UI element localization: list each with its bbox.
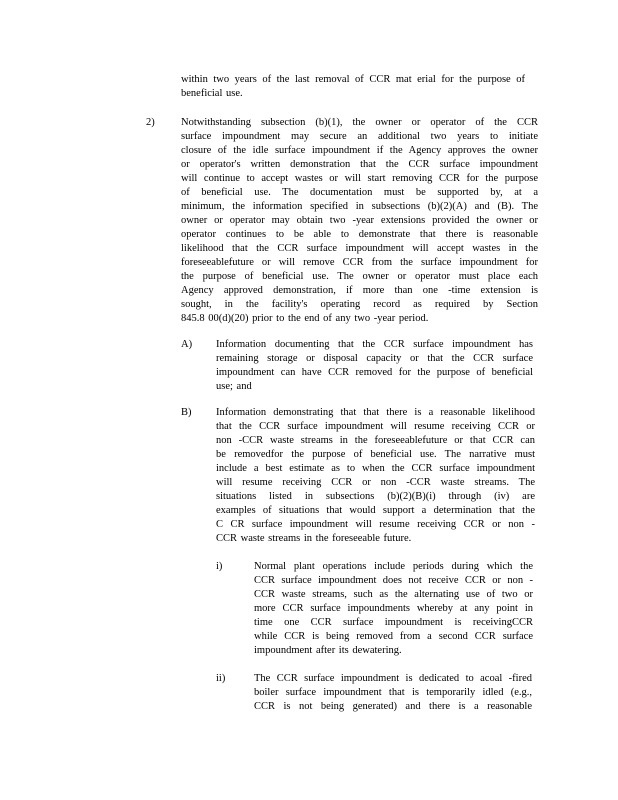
item2-line: or operator's written demonstration that the CCR surface impoundment: [181, 159, 538, 170]
item2-line: of beneficial use. The documentation must be supported by, at a: [181, 187, 538, 198]
intro-line: within two years of the last removal of CCR mat erial for the purpose of: [181, 74, 525, 85]
itemB-line: be removedfor the purpose of beneficial use. The narrative must: [216, 449, 535, 460]
itemB-line: include a best estimate as to when the CCR surface impoundment: [216, 463, 535, 474]
item2-line: owner or operator may obtain two -year extensions provided the owner or: [181, 215, 538, 226]
itemB-line: will resume receiving CCR or non -CCR waste streams. The: [216, 477, 535, 488]
intro-line: beneficial use.: [181, 88, 243, 99]
itemI-line: time one CCR surface impoundment is receivingCCR: [254, 617, 533, 628]
itemII-line: boiler surface impoundment that is temporarily idled (e.g.,: [254, 687, 532, 698]
itemA-line: impoundment can have CCR removed for the purpose of beneficial: [216, 367, 533, 378]
itemB-line: Information demonstrating that that there is a reasonable likelihood: [216, 407, 535, 418]
itemB-line: CCR waste streams in the foreseeable future.: [216, 533, 412, 544]
itemB-line: situations listed in subsections (b)(2)(B)(i) through (iv) are: [216, 491, 535, 502]
item2-line: will continue to accept wastes or will start removing CCR for the purpose: [181, 173, 538, 184]
item2-line: surface impoundment may secure an additional two years to initiate: [181, 131, 538, 142]
itemI-line: while CCR is being removed from a second CCR surface: [254, 631, 533, 642]
item2-line: likelihood that the CCR surface impoundment will accept wastes in the: [181, 243, 538, 254]
itemI-marker: i): [216, 561, 223, 572]
itemB-marker: B): [181, 407, 192, 418]
itemB-line: non -CCR waste streams in the foreseeablefuture or that CCR can: [216, 435, 535, 446]
itemI-line: CCR waste streams, such as the alternating use of two or: [254, 589, 533, 600]
itemI-line: more CCR surface impoundments whereby at any point in: [254, 603, 533, 614]
itemI-line: CCR surface impoundment does not receive CCR or non -: [254, 575, 533, 586]
item2-line: Agency approved demonstration, if more than one -time extension is: [181, 285, 538, 296]
item2-marker: 2): [146, 117, 155, 128]
itemII-line: The CCR surface impoundment is dedicated to acoal -fired: [254, 673, 532, 684]
itemII-marker: ii): [216, 673, 226, 684]
item2-line: the purpose of beneficial use. The owner or operator must place each: [181, 271, 538, 282]
itemB-line: C CR surface impoundment will resume receiving CCR or non -: [216, 519, 535, 530]
itemB-line: that the CCR surface impoundment will resume receiving CCR or: [216, 421, 535, 432]
itemI-line: impoundment after its dewatering.: [254, 645, 402, 656]
itemII-line: CCR is not being generated) and there is a reasonable: [254, 701, 532, 712]
itemA-line: remaining storage or disposal capacity or that the CCR surface: [216, 353, 533, 364]
item2-line: closure of the idle surface impoundment if the Agency approves the owner: [181, 145, 538, 156]
itemI-line: Normal plant operations include periods during which the: [254, 561, 533, 572]
item2-line: foreseeablefuture or will remove CCR from the surface impoundment for: [181, 257, 538, 268]
itemA-line: use; and: [216, 381, 252, 392]
item2-line: 845.8 00(d)(20) prior to the end of any two -year period.: [181, 313, 429, 324]
item2-line: operator continues to be able to demonstrate that there is reasonable: [181, 229, 538, 240]
itemA-line: Information documenting that the CCR surface impoundment has: [216, 339, 533, 350]
itemB-line: examples of situations that would support a determination that the: [216, 505, 535, 516]
item2-line: Notwithstanding subsection (b)(1), the owner or operator of the CCR: [181, 117, 538, 128]
itemA-marker: A): [181, 339, 193, 350]
item2-line: sought, in the facility's operating record as required by Section: [181, 299, 538, 310]
item2-line: minimum, the information specified in subsections (b)(2)(A) and (B). The: [181, 201, 538, 212]
